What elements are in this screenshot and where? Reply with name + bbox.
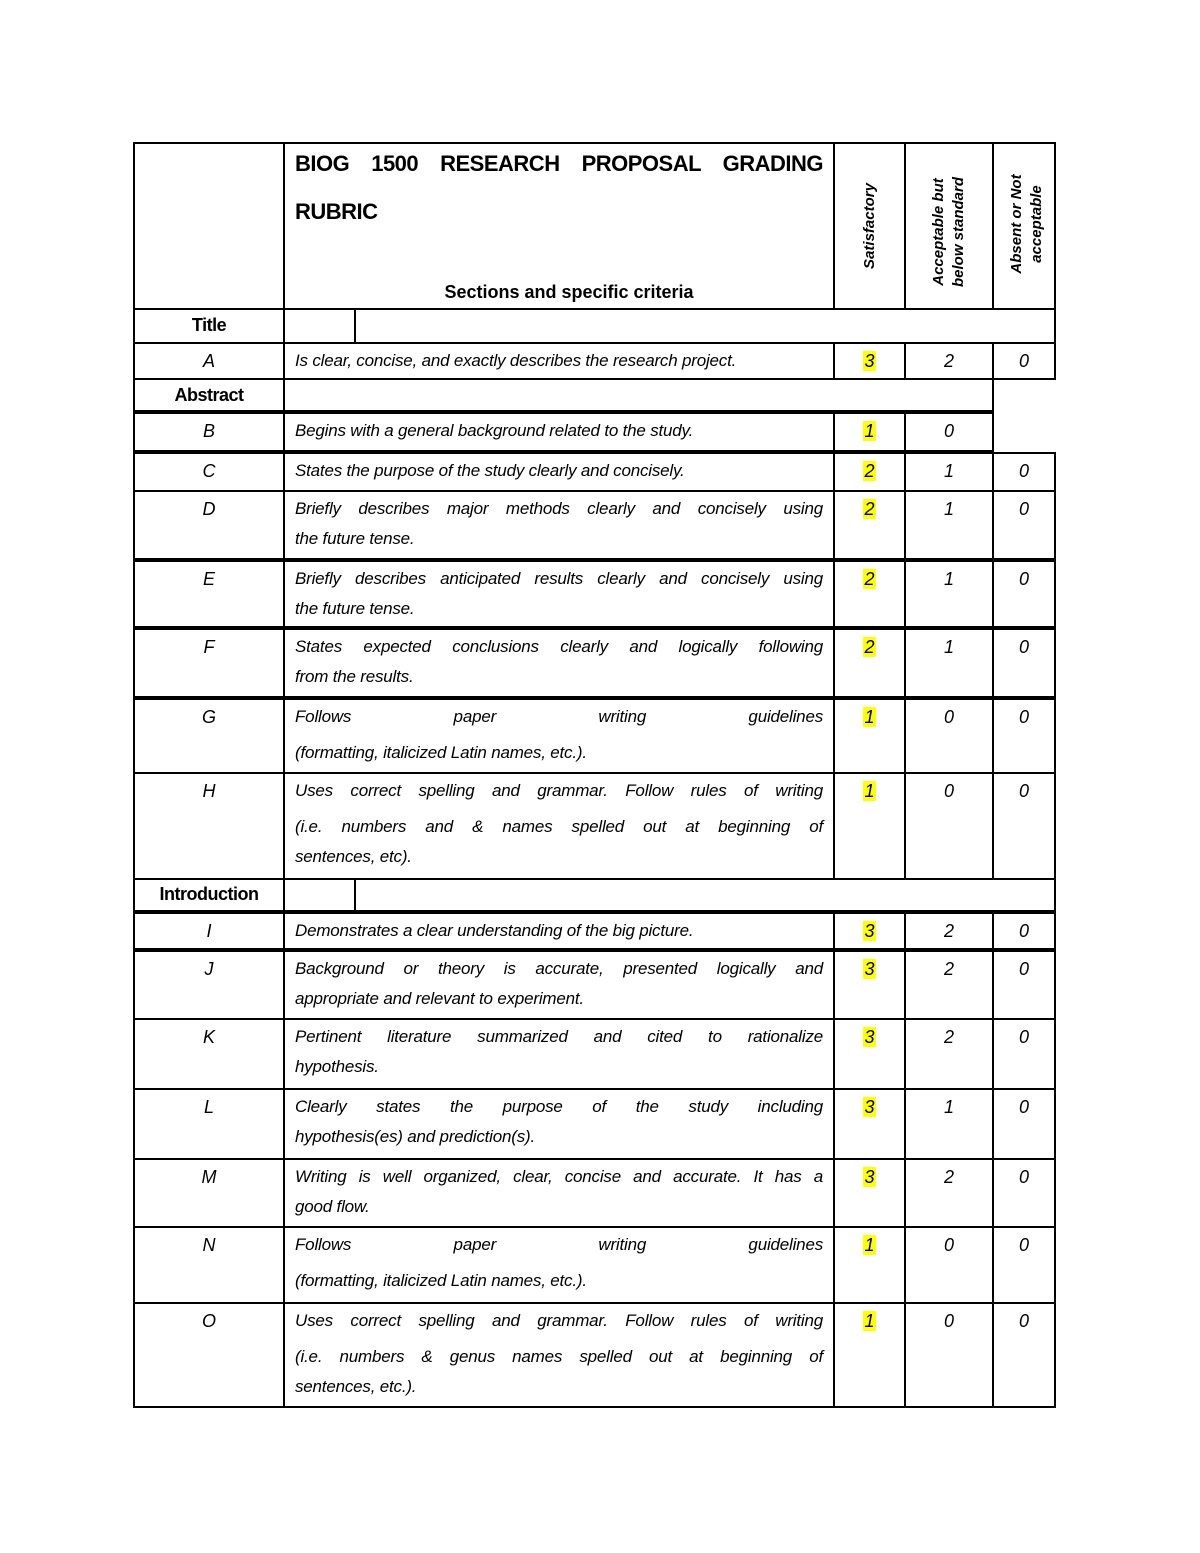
rubric-title-line2: RUBRIC [295,199,378,224]
score-absent [992,781,1056,805]
score-absent-value: 0 [1018,921,1029,941]
score-acceptable-value: 0 [943,1311,954,1331]
score-absent-value: 0 [1018,1027,1029,1047]
score-satisfactory-value: 3 [864,959,875,979]
column-header-acceptable-line1: Acceptable but [930,178,947,286]
section-label-introduction: Introduction [159,884,259,904]
score-satisfactory [833,959,906,983]
score-satisfactory-value: 2 [864,499,875,519]
score-acceptable-value: 0 [943,1235,954,1255]
section-title-blank-a [283,308,356,344]
score-acceptable-value: 1 [943,637,954,657]
score-absent [992,351,1056,375]
criterion-letter: D [202,499,216,519]
criterion-letter: E [202,569,215,589]
score-acceptable-value: 2 [943,921,954,941]
section-label-abstract: Abstract [174,385,244,405]
score-satisfactory-value: 3 [864,1027,875,1047]
column-header-acceptable [929,167,969,297]
section-introduction-blank-a [283,878,356,912]
criterion-line: sentences, etc.). [295,1377,417,1396]
criterion-text [295,916,823,946]
score-acceptable-value: 2 [943,1167,954,1187]
criterion-letter: I [206,921,212,941]
score-acceptable-value: 0 [943,421,954,441]
criterion-text [295,456,823,486]
column-header-satisfactory: Satisfactory [861,183,878,269]
criterion-text [295,1230,823,1296]
score-acceptable [904,637,994,661]
score-absent [992,461,1056,485]
score-satisfactory-value: 3 [864,1097,875,1117]
score-absent-value: 0 [1018,461,1029,481]
criterion-line: Clearly states the purpose of the study including [295,1097,823,1116]
score-absent-value: 0 [1018,1097,1029,1117]
score-acceptable [904,461,994,485]
criterion-letter: L [203,1097,214,1117]
criterion-text [295,702,823,768]
score-absent [992,1235,1056,1259]
criterion-line: (formatting, italicized Latin names, etc.). [295,1271,587,1290]
criterion-text [295,416,823,446]
criterion-letter: G [201,707,216,727]
criterion-line: States the purpose of the study clearly and concisely. [295,461,685,480]
criterion-line: Writing is well organized, clear, concise and accurate. It has a [295,1167,823,1186]
score-acceptable [904,707,994,731]
criterion-line: good flow. [295,1197,370,1216]
section-introduction-blank-b [354,878,1056,912]
score-acceptable [904,1027,994,1051]
score-satisfactory [833,707,906,731]
score-absent [992,959,1056,983]
score-acceptable [904,921,994,945]
score-absent [992,1167,1056,1191]
score-absent [992,1097,1056,1121]
criterion-line: Uses correct spelling and grammar. Follow rules of writing [295,781,823,800]
score-absent-value: 0 [1018,781,1029,801]
score-satisfactory-value: 3 [864,351,875,371]
criterion-letter: F [203,637,215,657]
score-acceptable [904,499,994,523]
criterion-line: Briefly describes major methods clearly and concisely using [295,499,823,518]
score-satisfactory [833,921,906,945]
score-acceptable-value: 1 [943,499,954,519]
score-absent-value: 0 [1018,637,1029,657]
column-header-absent [1007,164,1047,284]
criterion-letter: O [201,1311,216,1331]
score-absent [992,569,1056,593]
score-satisfactory [833,1235,906,1259]
score-absent-value: 0 [1018,569,1029,589]
score-satisfactory-value: 1 [864,707,875,727]
criterion-line: from the results. [295,667,414,686]
rubric-subtitle: Sections and specific criteria [444,282,694,302]
section-abstract-blank [283,378,994,412]
rubric-title-line1: BIOG 1500 RESEARCH PROPOSAL GRADING [295,151,823,176]
score-acceptable-value: 1 [943,461,954,481]
criterion-line: Demonstrates a clear understanding of the big picture. [295,921,694,940]
criterion-text [295,954,823,1014]
score-satisfactory [833,781,906,805]
criterion-text [295,494,823,554]
score-acceptable [904,569,994,593]
score-absent-value: 0 [1018,499,1029,519]
criterion-text [295,564,823,624]
score-satisfactory [833,1167,906,1191]
score-satisfactory-value: 2 [864,461,875,481]
score-satisfactory [833,1311,906,1335]
criterion-text [295,776,823,872]
score-satisfactory-value: 1 [864,1235,875,1255]
criterion-line: (i.e. numbers & genus names spelled out at beginning of [295,1347,823,1366]
criterion-letter: B [202,421,215,441]
score-satisfactory-value: 1 [864,1311,875,1331]
score-acceptable-value: 0 [943,707,954,727]
criterion-text [295,1092,823,1152]
criterion-text [295,1022,823,1082]
score-satisfactory [833,499,906,523]
score-acceptable [904,1235,994,1259]
score-satisfactory [833,569,906,593]
criterion-line: hypothesis. [295,1057,379,1076]
criterion-line: Background or theory is accurate, presented logically and [295,959,823,978]
score-satisfactory [833,421,906,445]
column-header-absent-line2: acceptable [1028,185,1045,263]
criterion-text [295,1162,823,1222]
criterion-line: Begins with a general background related to the study. [295,421,694,440]
criterion-line: States expected conclusions clearly and logically following [295,637,823,656]
criterion-line: sentences, etc). [295,847,412,866]
score-absent-value: 0 [1018,1235,1029,1255]
score-absent [992,1311,1056,1335]
score-satisfactory [833,351,906,375]
score-satisfactory [833,1027,906,1051]
score-absent [992,707,1056,731]
score-absent-value: 0 [1018,1311,1029,1331]
criterion-line: the future tense. [295,599,415,618]
section-title-blank-b [354,308,1056,344]
score-acceptable [904,781,994,805]
score-acceptable [904,351,994,375]
score-absent [992,499,1056,523]
criterion-letter: N [202,1235,216,1255]
score-satisfactory [833,637,906,661]
criterion-letter: J [204,959,214,979]
criterion-line: Is clear, concise, and exactly describes the research project. [295,351,737,370]
criterion-letter: M [201,1167,217,1187]
criterion-line: hypothesis(es) and prediction(s). [295,1127,536,1146]
score-satisfactory [833,1097,906,1121]
criterion-letter: C [202,461,216,481]
score-acceptable-value: 1 [943,569,954,589]
score-acceptable-value: 2 [943,959,954,979]
score-acceptable [904,959,994,983]
score-acceptable [904,421,994,445]
criterion-text [295,632,823,692]
criterion-line: Follows paper writing guidelines [295,707,823,726]
section-label-title: Title [191,315,227,335]
criterion-letter: A [202,351,215,371]
criterion-text [295,346,823,376]
score-absent [992,637,1056,661]
score-acceptable [904,1097,994,1121]
criterion-line: Uses correct spelling and grammar. Follow rules of writing [295,1311,823,1330]
criterion-line: Briefly describes anticipated results clearly and concisely using [295,569,823,588]
score-acceptable-value: 2 [943,1027,954,1047]
score-acceptable [904,1167,994,1191]
score-satisfactory-value: 1 [864,421,875,441]
score-satisfactory [833,461,906,485]
score-acceptable-value: 2 [943,351,954,371]
column-header-acceptable-line2: below standard [950,176,967,288]
header-blank-cell [133,142,285,310]
criterion-letter: H [202,781,216,801]
score-absent [992,921,1056,945]
score-absent-value: 0 [1018,707,1029,727]
score-satisfactory-value: 3 [864,921,875,941]
score-satisfactory-value: 2 [864,569,875,589]
criterion-line: the future tense. [295,529,415,548]
criterion-line: Pertinent literature summarized and cited to rationalize [295,1027,823,1046]
score-absent [992,1027,1056,1051]
criterion-line: Follows paper writing guidelines [295,1235,823,1254]
column-header-absent-line1: Absent or Not [1008,174,1025,274]
score-satisfactory-value: 2 [864,637,875,657]
criterion-letter: K [202,1027,215,1047]
score-satisfactory-value: 1 [864,781,875,801]
score-acceptable [904,1311,994,1335]
criterion-line: appropriate and relevant to experiment. [295,989,584,1008]
score-acceptable-value: 0 [943,781,954,801]
criterion-line: (formatting, italicized Latin names, etc.). [295,743,587,762]
criterion-line: (i.e. numbers and & names spelled out at beginning of [295,817,823,836]
score-absent-value: 0 [1018,959,1029,979]
score-absent-value: 0 [1018,1167,1029,1187]
criterion-text [295,1306,823,1402]
score-satisfactory-value: 3 [864,1167,875,1187]
score-acceptable-value: 1 [943,1097,954,1117]
score-absent-value: 0 [1018,351,1029,371]
